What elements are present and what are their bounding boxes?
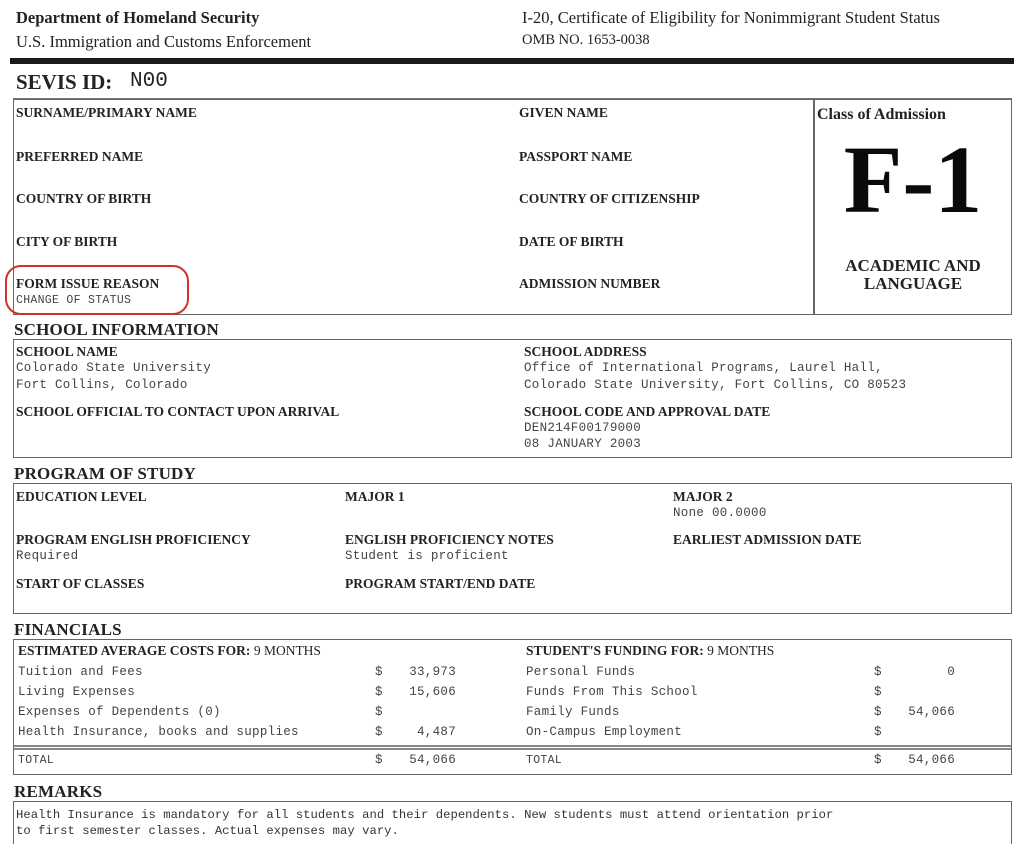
- program-of-study-box: [13, 483, 1012, 614]
- financials-title: FINANCIALS: [14, 620, 122, 639]
- cost-row-amount: 15,606: [409, 685, 456, 699]
- funding-row-label: Personal Funds: [526, 665, 636, 679]
- costs-header-period: 9 MONTHS: [250, 643, 321, 658]
- class-description-line1: ACADEMIC AND: [845, 256, 981, 275]
- class-of-admission-value: F-1: [843, 126, 983, 233]
- remarks-line2: to first semester classes. Actual expenses may vary.: [16, 824, 399, 838]
- admission-number-label: ADMISSION NUMBER: [519, 276, 661, 291]
- class-description-line2: LANGUAGE: [863, 274, 963, 293]
- program-dates-label: PROGRAM START/END DATE: [345, 576, 536, 591]
- funding-row-currency: $: [874, 685, 882, 699]
- start-of-classes-label: START OF CLASSES: [16, 576, 145, 591]
- cost-row-currency: $: [375, 725, 383, 739]
- funding-row-label: On-Campus Employment: [526, 725, 683, 739]
- funding-row-label: Family Funds: [526, 705, 620, 719]
- school-name-line2: Fort Collins, Colorado: [16, 378, 188, 392]
- school-address-label: SCHOOL ADDRESS: [524, 344, 647, 359]
- english-notes-value: Student is proficient: [345, 549, 509, 563]
- sevis-id-value: N00: [130, 70, 168, 93]
- remarks-line1: Health Insurance is mandatory for all students and their dependents. New students must attend orientation prior: [16, 808, 834, 822]
- agency-name: Department of Homeland Security: [16, 8, 260, 27]
- city-of-birth-label: CITY OF BIRTH: [16, 234, 118, 249]
- funding-total-label: TOTAL: [526, 754, 563, 767]
- date-of-birth-label: DATE OF BIRTH: [519, 234, 624, 249]
- cost-row-amount: 4,487: [416, 725, 456, 739]
- total-divider-2: [14, 748, 1011, 750]
- cost-row-currency: $: [375, 685, 383, 699]
- education-level-label: EDUCATION LEVEL: [16, 489, 147, 504]
- major2-value: None 00.0000: [673, 506, 767, 520]
- cost-row-label: Tuition and Fees: [18, 665, 143, 679]
- subagency-name: U.S. Immigration and Customs Enforcement: [16, 32, 312, 51]
- omb-number: OMB NO. 1653-0038: [522, 32, 650, 48]
- given-name-label: GIVEN NAME: [519, 105, 608, 120]
- school-code-value: DEN214F00179000: [524, 421, 642, 435]
- major1-label: MAJOR 1: [345, 489, 405, 504]
- school-name-label: SCHOOL NAME: [16, 344, 118, 359]
- funding-row-amount: 0: [947, 665, 955, 679]
- passport-name-label: PASSPORT NAME: [519, 149, 633, 164]
- funding-total-currency: $: [874, 753, 882, 767]
- country-of-birth-label: COUNTRY OF BIRTH: [16, 191, 152, 206]
- school-official-label: SCHOOL OFFICIAL TO CONTACT UPON ARRIVAL: [16, 404, 340, 419]
- school-code-label: SCHOOL CODE AND APPROVAL DATE: [524, 404, 771, 419]
- funding-row-currency: $: [874, 705, 882, 719]
- school-name-line1: Colorado State University: [16, 361, 212, 375]
- english-proficiency-value: Required: [16, 549, 79, 563]
- remarks-title: REMARKS: [14, 782, 103, 801]
- surname-label: SURNAME/PRIMARY NAME: [16, 105, 197, 120]
- cost-row-label: Expenses of Dependents (0): [18, 705, 221, 719]
- cost-row-currency: $: [375, 665, 383, 679]
- class-of-admission-label: Class of Admission: [817, 106, 946, 123]
- school-information-box: [13, 339, 1012, 458]
- funding-row-amount: 54,066: [908, 705, 955, 719]
- funding-header-period: 9 MONTHS: [703, 643, 775, 658]
- funding-row-currency: $: [874, 725, 882, 739]
- funding-header-label: STUDENT'S FUNDING FOR:: [526, 643, 704, 658]
- cost-row-currency: $: [375, 705, 383, 719]
- country-of-citizenship-label: COUNTRY OF CITIZENSHIP: [519, 191, 700, 206]
- cost-row-label: Health Insurance, books and supplies: [18, 725, 299, 739]
- school-address-line2: Colorado State University, Fort Collins, CO 80523: [524, 378, 907, 392]
- funding-row-currency: $: [874, 665, 882, 679]
- form-issue-reason-value: CHANGE OF STATUS: [16, 294, 132, 307]
- english-proficiency-label: PROGRAM ENGLISH PROFICIENCY: [16, 532, 251, 547]
- costs-header: [18, 643, 321, 659]
- costs-total-currency: $: [375, 753, 383, 767]
- costs-header-label: ESTIMATED AVERAGE COSTS FOR:: [18, 643, 251, 658]
- funding-row-label: Funds From This School: [526, 685, 698, 699]
- header-divider: [10, 58, 1014, 64]
- funding-total-amount: 54,066: [908, 753, 955, 767]
- form-issue-reason-label: FORM ISSUE REASON: [16, 276, 160, 291]
- preferred-name-label: PREFERRED NAME: [16, 149, 144, 164]
- english-notes-label: ENGLISH PROFICIENCY NOTES: [345, 532, 554, 547]
- major2-label: MAJOR 2: [673, 489, 733, 504]
- school-information-title: SCHOOL INFORMATION: [14, 320, 219, 339]
- costs-total-amount: 54,066: [409, 753, 456, 767]
- approval-date-value: 08 JANUARY 2003: [524, 437, 642, 451]
- total-divider-1: [14, 745, 1011, 747]
- sevis-id-label: SEVIS ID:: [16, 70, 113, 94]
- school-address-line1: Office of International Programs, Laurel Hall,: [524, 361, 883, 375]
- cost-row-amount: 33,973: [409, 665, 456, 679]
- form-title: I-20, Certificate of Eligibility for Nonimmigrant Student Status: [522, 8, 940, 27]
- earliest-admission-label: EARLIEST ADMISSION DATE: [673, 532, 862, 547]
- cost-row-label: Living Expenses: [18, 685, 136, 699]
- funding-header: [526, 643, 774, 659]
- program-of-study-title: PROGRAM OF STUDY: [14, 464, 197, 483]
- costs-total-label: TOTAL: [18, 754, 55, 767]
- highlight-annotation: [5, 265, 189, 315]
